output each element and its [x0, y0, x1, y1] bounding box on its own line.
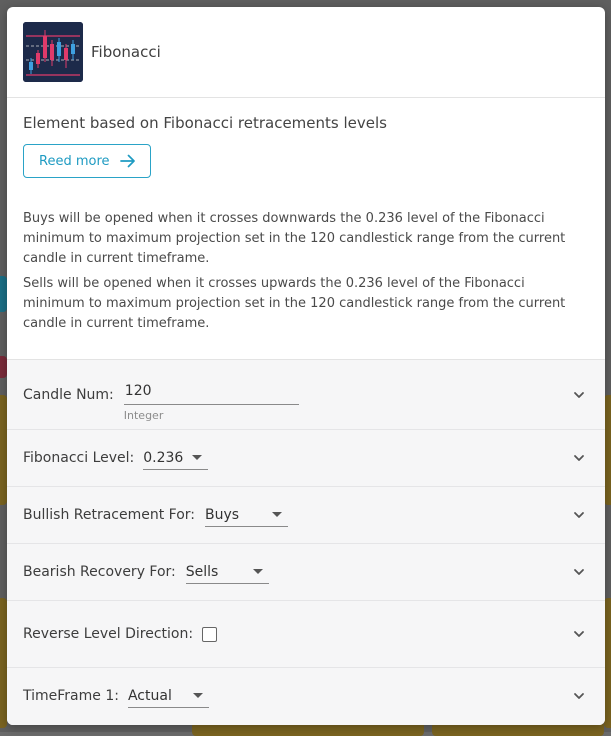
background-tile [604, 395, 611, 505]
sells-description: Sells will be opened when it crosses upwards the 0.236 level of the Fibonacci minimum to maximum projection set in the 120 candlestick range from the current candle in current timeframe. [23, 276, 566, 331]
parameters-panel [7, 359, 605, 725]
param-label: Fibonacci Level: [23, 450, 135, 466]
background-tile [0, 395, 7, 505]
chevron-down-icon[interactable] [573, 628, 585, 640]
param-label: Candle Num: [23, 386, 114, 403]
buys-description: Buys will be opened when it crosses downwards the 0.236 level of the Fibonacci minimum to maximum projection set in the 120 candlestick range from the current candle in current timeframe. [23, 211, 566, 266]
select-value: Actual [127, 687, 172, 704]
select-value: Sells [185, 563, 219, 580]
chevron-down-icon[interactable] [573, 690, 585, 702]
param-label: Bearish Recovery For: [23, 564, 176, 580]
reverse-level-checkbox[interactable] [202, 627, 217, 642]
dropdown-caret-icon [272, 512, 282, 517]
param-row-bullish-retracement [7, 487, 605, 544]
strategy-element-dialog [7, 7, 605, 725]
fibonacci-chart-icon [23, 22, 83, 82]
background-tile [0, 276, 7, 312]
param-row-candle-num [7, 360, 605, 430]
param-row-bearish-recovery [7, 544, 605, 601]
chevron-down-icon[interactable] [573, 566, 585, 578]
param-label: Bullish Retracement For: [23, 507, 196, 523]
param-row-reverse-level [7, 601, 605, 668]
timeframe-select[interactable] [128, 684, 209, 708]
candle-num-hint: Integer [123, 408, 164, 422]
arrow-right-icon [120, 154, 136, 168]
param-row-fibonacci-level [7, 430, 605, 487]
select-value: 0.236 [143, 449, 184, 466]
chevron-down-icon[interactable] [573, 452, 585, 464]
background-tile [0, 598, 7, 728]
param-label: TimeFrame 1: [23, 688, 119, 704]
dropdown-caret-icon [193, 693, 203, 698]
dropdown-caret-icon [253, 569, 263, 574]
read-more-button[interactable] [23, 144, 151, 178]
bullish-retracement-select[interactable] [205, 503, 288, 527]
bearish-recovery-select[interactable] [186, 560, 269, 584]
candle-num-field-wrap [124, 380, 299, 422]
select-value: Buys [205, 506, 240, 523]
background-tile [0, 356, 7, 378]
param-row-timeframe [7, 668, 605, 724]
read-more-label: Reed more [39, 153, 110, 169]
chevron-down-icon[interactable] [573, 509, 585, 521]
chevron-down-icon[interactable] [573, 389, 585, 401]
dialog-title: Fibonacci [91, 43, 161, 61]
description-area [7, 98, 605, 334]
dropdown-caret-icon [192, 455, 202, 460]
candle-num-input[interactable]: 120 [124, 383, 299, 405]
param-label: Reverse Level Direction: [23, 626, 194, 642]
fibonacci-level-select[interactable] [143, 446, 208, 470]
dialog-header [7, 7, 605, 98]
element-subtitle: Element based on Fibonacci retracements levels [23, 114, 387, 132]
background-tile [604, 598, 611, 728]
